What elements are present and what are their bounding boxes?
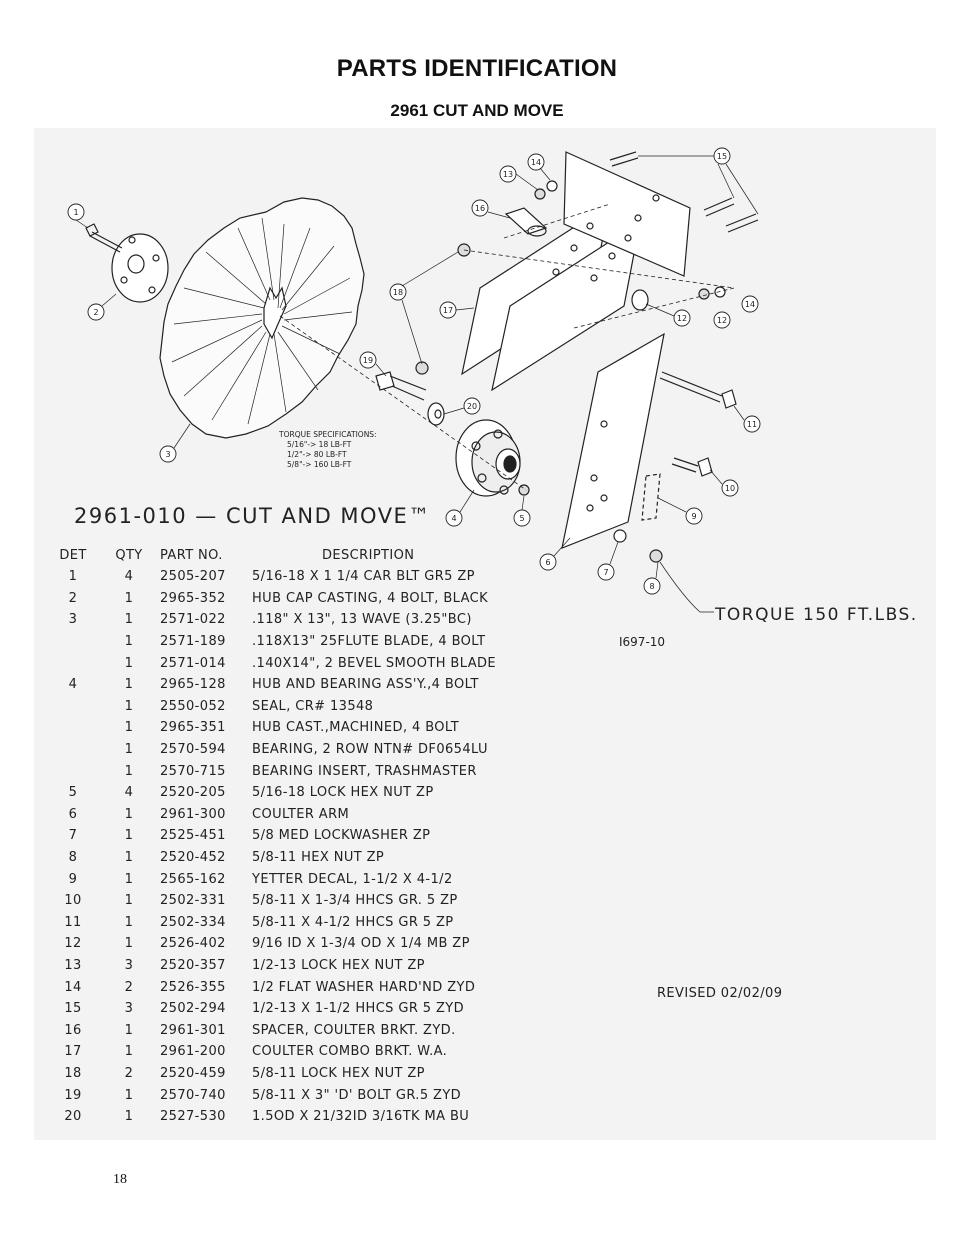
cell-part-no: 2526-402 <box>160 936 226 952</box>
table-header-row <box>48 544 602 566</box>
column-header-part-no: PART NO. <box>160 547 223 563</box>
cell-qty: 3 <box>124 957 134 973</box>
cell-det: 2 <box>68 590 78 606</box>
cell-description: 5/8-11 X 4-1/2 HHCS GR 5 ZP <box>252 914 454 930</box>
callout-label: 15 <box>716 152 728 161</box>
cell-qty: 1 <box>124 1087 134 1103</box>
callout-label: 11 <box>746 420 758 429</box>
table-row <box>48 696 602 718</box>
cell-det: 10 <box>64 893 82 909</box>
d-bolt-drawing <box>376 372 426 400</box>
callout-label: 20 <box>466 402 478 411</box>
table-row <box>48 976 602 998</box>
cell-qty: 1 <box>124 1044 134 1060</box>
cell-description: 5/16-18 LOCK HEX NUT ZP <box>252 785 434 801</box>
cell-det <box>48 652 98 674</box>
cell-part-no: 2520-357 <box>160 957 226 973</box>
cell-part-no: 2520-452 <box>160 850 226 866</box>
table-row <box>48 890 602 912</box>
cell-description: 5/8-11 X 1-3/4 HHCS GR. 5 ZP <box>252 893 458 909</box>
drawing-title: 2961-010 — CUT AND MOVE™ <box>74 504 431 528</box>
coulter-blade-drawing <box>160 198 364 438</box>
cell-qty: 4 <box>124 785 134 801</box>
callout-label: 18 <box>392 288 404 297</box>
cell-qty: 1 <box>124 634 134 650</box>
cell-part-no: 2965-128 <box>160 677 226 693</box>
cell-part-no: 2520-205 <box>160 785 226 801</box>
cell-description: SEAL, CR# 13548 <box>252 698 374 714</box>
table-row <box>48 1063 602 1085</box>
cell-part-no: 2502-334 <box>160 914 226 930</box>
cell-qty: 1 <box>124 698 134 714</box>
callout-label: 4 <box>451 514 457 523</box>
callout-label: 14 <box>744 300 756 309</box>
cell-qty: 1 <box>124 893 134 909</box>
cell-part-no: 2570-740 <box>160 1087 226 1103</box>
cell-det: 19 <box>64 1087 82 1103</box>
decal-drawing <box>642 474 660 520</box>
callout-label: 19 <box>362 356 374 365</box>
cell-part-no: 2570-715 <box>160 763 226 779</box>
cell-qty: 1 <box>124 763 134 779</box>
cell-det: 14 <box>64 979 82 995</box>
cell-det: 7 <box>68 828 78 844</box>
torque-specifications <box>279 430 377 470</box>
cell-description: 1.5OD X 21/32ID 3/16TK MA BU <box>252 1109 470 1125</box>
cell-qty: 2 <box>124 979 134 995</box>
cell-det: 17 <box>64 1044 82 1060</box>
cell-det <box>48 631 98 653</box>
callout-label: 10 <box>724 484 736 493</box>
callout-label: 16 <box>474 204 486 213</box>
torque-leader <box>660 562 714 612</box>
cell-qty: 1 <box>124 655 134 671</box>
torque-spec-heading: TORQUE SPECIFICATIONS: <box>279 430 377 439</box>
callout-label: 8 <box>649 582 655 591</box>
table-row <box>48 1041 602 1063</box>
cell-det: 16 <box>64 1022 82 1038</box>
torque-spec-line: 1/2"-> 80 LB-FT <box>287 450 347 459</box>
table-row <box>48 998 602 1020</box>
cell-part-no: 2965-352 <box>160 590 226 606</box>
revision-date: REVISED 02/02/09 <box>657 986 783 1001</box>
cell-det: 6 <box>68 806 78 822</box>
table-row <box>48 760 602 782</box>
top-lock-nut-drawing <box>535 189 545 199</box>
callout-label: 1 <box>73 208 79 217</box>
cell-description: COULTER ARM <box>252 806 350 822</box>
cell-part-no: 2526-355 <box>160 979 226 995</box>
cell-part-no: 2961-300 <box>160 806 226 822</box>
top-washer-drawing <box>547 181 557 191</box>
cell-qty: 1 <box>124 677 134 693</box>
cell-det: 9 <box>68 871 78 887</box>
torque-note: TORQUE 150 FT.LBS. <box>715 605 918 625</box>
cell-qty: 3 <box>124 1001 134 1017</box>
cell-det: 15 <box>64 1001 82 1017</box>
table-row <box>48 739 602 761</box>
cell-part-no: 2571-189 <box>160 634 226 650</box>
cell-description: 5/8 MED LOCKWASHER ZP <box>252 828 431 844</box>
table-row <box>48 717 602 739</box>
cell-description: HUB AND BEARING ASS'Y.,4 BOLT <box>252 677 479 693</box>
cell-det: 8 <box>68 850 78 866</box>
cell-qty: 1 <box>124 720 134 736</box>
scanned-drawing <box>34 128 936 1140</box>
cell-description: 1/2-13 LOCK HEX NUT ZP <box>252 957 425 973</box>
cell-description: BEARING, 2 ROW NTN# DF0654LU <box>252 742 488 758</box>
cell-part-no: 2571-014 <box>160 655 226 671</box>
cell-description: COULTER COMBO BRKT. W.A. <box>252 1044 448 1060</box>
cell-description: HUB CAP CASTING, 4 BOLT, BLACK <box>252 590 489 606</box>
callout-label: 14 <box>530 158 542 167</box>
column-header-det: DET <box>59 547 87 563</box>
page-subtitle: 2961 CUT AND MOVE <box>390 101 564 120</box>
hub-cap-drawing <box>112 234 168 302</box>
table-row <box>48 782 602 804</box>
cell-det: 12 <box>64 936 82 952</box>
torque-spec-line: 5/16"-> 18 LB-FT <box>287 440 352 449</box>
cell-description: 5/8-11 LOCK HEX NUT ZP <box>252 1065 425 1081</box>
callout-label: 2 <box>93 308 99 317</box>
cell-det <box>48 696 98 718</box>
carriage-bolt-drawing <box>86 224 122 252</box>
hex-nut-drawing <box>650 550 662 562</box>
callout-label: 12 <box>676 314 688 323</box>
callout-label: 3 <box>165 450 171 459</box>
right-lock-nut-drawing <box>699 289 709 299</box>
cell-qty: 1 <box>124 828 134 844</box>
cell-description: .118X13" 25FLUTE BLADE, 4 BOLT <box>252 634 486 650</box>
cell-description: BEARING INSERT, TRASHMASTER <box>252 763 477 779</box>
torque-spec-line: 5/8"-> 160 LB-FT <box>287 460 352 469</box>
machine-bushing-drawing <box>632 290 648 310</box>
lockwasher-drawing <box>614 530 626 542</box>
callout-label: 5 <box>519 514 525 523</box>
cell-qty: 1 <box>124 914 134 930</box>
hub-bearing-drawing <box>456 420 520 496</box>
table-row <box>48 912 602 934</box>
table-row <box>48 847 602 869</box>
cell-det: 4 <box>68 677 78 693</box>
callout-label: 13 <box>502 170 514 179</box>
cell-description: 1/2 FLAT WASHER HARD'ND ZYD <box>252 979 476 995</box>
cell-part-no: 2520-459 <box>160 1065 226 1081</box>
callout-label: 7 <box>603 568 609 577</box>
long-bolt-drawing <box>660 372 736 408</box>
short-bolt-drawing <box>672 458 712 476</box>
column-header-qty: QTY <box>115 547 143 563</box>
cell-part-no: 2505-207 <box>160 569 226 585</box>
table-row <box>48 566 602 588</box>
cell-det <box>48 760 98 782</box>
cell-det <box>48 739 98 761</box>
cell-part-no: 2570-594 <box>160 742 226 758</box>
table-row <box>48 804 602 826</box>
cell-description: 5/8-11 HEX NUT ZP <box>252 850 385 866</box>
table-row <box>48 631 602 653</box>
page-number: 18 <box>113 1172 127 1187</box>
cell-qty: 1 <box>124 612 134 628</box>
coulter-arm-drawing <box>562 334 664 548</box>
cell-part-no: 2965-351 <box>160 720 226 736</box>
table-row <box>48 1019 602 1041</box>
cell-description: .118" X 13", 13 WAVE (3.25"BC) <box>252 612 472 628</box>
cell-det: 20 <box>64 1109 82 1125</box>
cell-part-no: 2525-451 <box>160 828 226 844</box>
cell-qty: 1 <box>124 936 134 952</box>
cell-description: YETTER DECAL, 1-1/2 X 4-1/2 <box>252 871 453 887</box>
table-row <box>48 588 602 610</box>
page-title: PARTS IDENTIFICATION <box>336 55 618 82</box>
parts-table <box>48 544 602 1127</box>
callout-label: 9 <box>691 512 697 521</box>
cell-part-no: 2571-022 <box>160 612 226 628</box>
table-row <box>48 1084 602 1106</box>
cell-description: .140X14", 2 BEVEL SMOOTH BLADE <box>252 655 497 671</box>
table-row <box>48 652 602 674</box>
cell-det: 13 <box>64 957 82 973</box>
cell-qty: 1 <box>124 1022 134 1038</box>
cell-description: 5/16-18 X 1 1/4 CAR BLT GR5 ZP <box>252 569 475 585</box>
cell-part-no: 2502-331 <box>160 893 226 909</box>
cell-qty: 1 <box>124 742 134 758</box>
cell-qty: 1 <box>124 850 134 866</box>
cell-description: 5/8-11 X 3" 'D' BOLT GR.5 ZYD <box>252 1087 462 1103</box>
washer-drawing <box>428 403 444 425</box>
table-row <box>48 674 602 696</box>
cell-part-no: 2565-162 <box>160 871 226 887</box>
cell-description: SPACER, COULTER BRKT. ZYD. <box>252 1022 456 1038</box>
cell-part-no: 2961-301 <box>160 1022 226 1038</box>
table-row <box>48 933 602 955</box>
cell-part-no: 2502-294 <box>160 1001 226 1017</box>
cell-det: 18 <box>64 1065 82 1081</box>
cell-det: 1 <box>68 569 78 585</box>
table-row <box>48 825 602 847</box>
cell-part-no: 2961-200 <box>160 1044 226 1060</box>
cell-qty: 1 <box>124 871 134 887</box>
cell-det: 3 <box>68 612 78 628</box>
spacer-drawing <box>506 208 546 236</box>
cell-description: HUB CAST.,MACHINED, 4 BOLT <box>252 720 460 736</box>
callout-label: 17 <box>442 306 454 315</box>
cell-qty: 1 <box>124 806 134 822</box>
cell-det: 5 <box>68 785 78 801</box>
drawing-number: I697-10 <box>619 635 666 649</box>
right-washer-drawing <box>715 287 725 297</box>
table-row <box>48 609 602 631</box>
cell-part-no: 2550-052 <box>160 698 226 714</box>
table-row <box>48 868 602 890</box>
table-row <box>48 955 602 977</box>
cell-description: 9/16 ID X 1-3/4 OD X 1/4 MB ZP <box>252 936 470 952</box>
cell-qty: 2 <box>124 1065 134 1081</box>
cell-description: 1/2-13 X 1-1/2 HHCS GR 5 ZYD <box>252 1001 465 1017</box>
table-row <box>48 1106 602 1128</box>
cell-det <box>48 717 98 739</box>
cell-qty: 1 <box>124 1109 134 1125</box>
callout-label: 6 <box>545 558 551 567</box>
cell-part-no: 2527-530 <box>160 1109 226 1125</box>
cell-qty: 4 <box>124 569 134 585</box>
cell-det: 11 <box>64 914 82 930</box>
column-header-description: DESCRIPTION <box>322 547 415 563</box>
callout-label: 12 <box>716 316 728 325</box>
cell-qty: 1 <box>124 590 134 606</box>
